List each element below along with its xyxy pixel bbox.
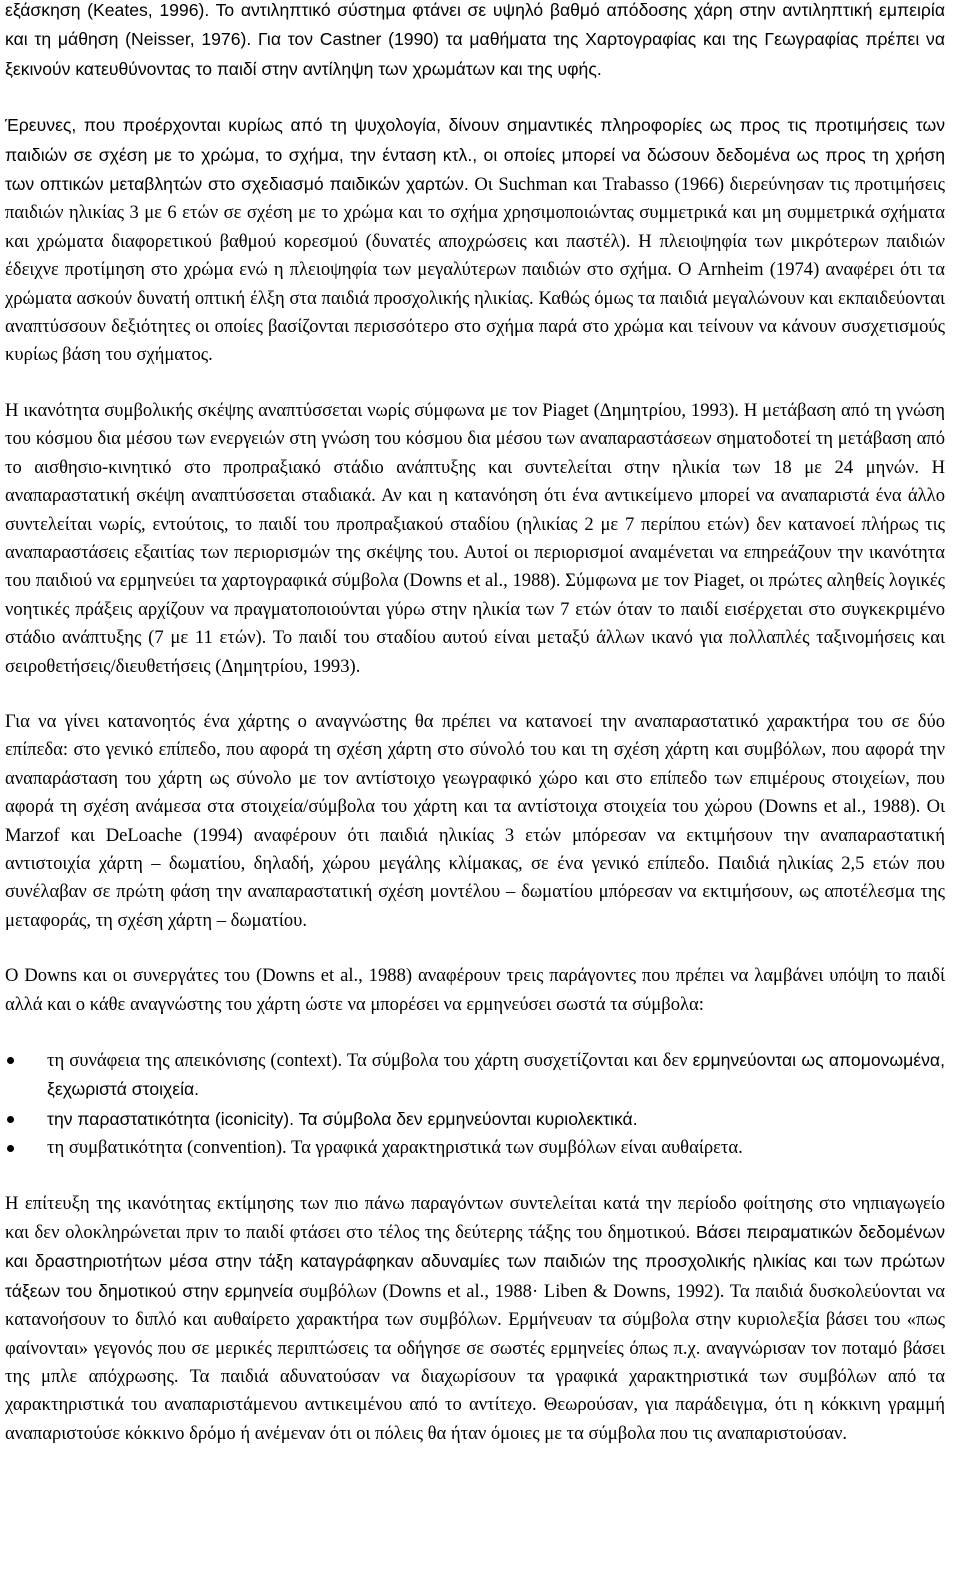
text-run: συμβόλων (Downs et al., 1988· Liben & Downs, 1992). Τα παιδιά δυσκολεύονται να κατανοήσουν το διπλό και αυθαίρετο χαρακτήρα των συμβόλων. Ερμήνευαν τα σύμβολα στην κυριολεξία βάσει του «πως φαίνονται» γεγονός που σε μερικές περιπτώσεις τα οδήγησε σε σωστές ερμηνείες όπως π.χ. αναγνώρισαν τον ποταμό βάσει της μπλε απόχρωσης. Τα παιδιά αδυνατούσαν να διαχωρίσουν τα γραφικά χαρακτηριστικά των συμβόλων από τα χαρακτηριστικά του αναπαριστάμενου αντικειμένου από το αντίτεχο. Θεωρούσαν, για παράδειγμα, ότι η κόκκινη γραμμή αναπαριστούσε κόκκινο δρόμο ή ανέμεναν ότι οι πόλεις θα ήταν όμοιες με τα σύμβολα που τις αναπαριστούσαν.: [5, 1280, 945, 1444]
text-run: Η ικανότητα συμβολικής σκέψης αναπτύσσεται νωρίς σύμφωνα με τον Piaget (Δημητρίου, 1993). Η μετάβαση από τη γνώση του κόσμου δια μέσου των ενεργειών στη γνώση του κόσμου δια μέσου των αναπαραστάσεων σηματοδοτεί τη μετάβαση από το αισθησιο-κινητικό στο προπραξιακό στάδιο ανάπτυξης και συντελείται στην ηλικία των 18 με 24 μηνών. Η αναπαραστατική σκέψη αναπτύσσεται σταδιακά. Αν και η κατανόηση ότι ένα αντικείμενο μπορεί να αναπαριστά ένα άλλο συντελείται νωρίς, εντούτοις, το παιδί του προπραξιακού σταδίου (ηλικίας 2 με 7 περίπου ετών) δεν κατανοεί πλήρως τις αναπαραστάσεις εξαιτίας των περιορισμών της σκέψης του. Αυτοί οι περιορισμοί αναμένεται να επηρεάζουν την ικανότητα του παιδιού να ερμηνεύει τα χαρτογραφικά σύμβολα (Downs et al., 1988). Σύμφωνα με τον Piaget, οι πρώτες αληθείς λογικές νοητικές πράξεις αρχίζουν να πραγματοποιούνται γύρω στην ηλικία των 7 ετών όταν το παιδί εισέρχεται στο συγκεκριμένο στάδιο ανάπτυξης (7 με 11 ετών). Το παιδί του σταδίου αυτού είναι μεταξύ άλλων ικανό για πολλαπλές ταξινομήσεις και σειροθετήσεις/διευθετήσεις (Δημητρίου, 1993).: [5, 399, 945, 677]
paragraph-2: [5, 111, 945, 370]
factor-list: [5, 1046, 945, 1163]
paragraph-4: [5, 708, 945, 935]
text-run: ερμηνεύονται ως απομονωμένα, ξεχωριστά στοιχεία.: [47, 1050, 945, 1100]
bullet-icon: [7, 1057, 14, 1064]
text-run: Ο Downs και οι συνεργάτες του (Downs et al., 1988) αναφέρουν τρεις παράγοντες που πρέπει να λαμβάνει υπόψη το παιδί αλλά και ο κάθε αναγνώστης του χάρτη ώστε να μπορέσει να ερμηνεύσει σωστά τα σύμβολα:: [5, 965, 945, 1015]
list-item: [5, 1105, 945, 1134]
bullet-icon: [7, 1116, 14, 1123]
text-run: Έρευνες, που προέρχονται κυρίως από τη ψυχολογία, δίνουν σημαντικές πληροφορίες ως προς τις προτιμήσεις των παιδιών σε σχέση με το χρώμα, το σχήμα, την ένταση κτλ., οι οποίες μπορεί να δώσουν δεδομένα ως προς τη χρήση των οπτικών μεταβλητών στο σχεδιασμό παιδικών χαρτών.: [5, 115, 945, 195]
text-run: Για να γίνει κατανοητός ένα χάρτης ο αναγνώστης θα πρέπει να κατανοεί την αναπαραστατικό χαρακτήρα του σε δύο επίπεδα: στο γενικό επίπεδο, που αφορά τη σχέση χάρτη στο σύνολό του και τη σχέση χάρτη και συμβόλων, που αφορά την αναπαράσταση του χάρτη ως σύνολο με τον αντίστοιχο γεωγραφικό χώρο και στο επίπεδο των επιμέρους στοιχείων, που αφορά τη σχέση ανάμεσα στα στοιχεία/σύμβολα του χάρτη και τα αντίστοιχα στοιχεία του χώρου (Downs et al., 1988). Οι Marzof και DeLoache (1994) αναφέρουν ότι παιδιά ηλικίας 3 ετών μπόρεσαν να εκτιμήσουν την αναπαραστατική αντιστοιχία χάρτη – δωματίου, δηλαδή, χώρου μεγάλης κλίμακας, σε ένα γενικό επίπεδο. Παιδιά ηλικίας 2,5 ετών που συνέλαβαν σε πρώτη φάση την αναπαραστατική σχέση μοντέλου – δωματίου μπόρεσαν να εκτιμήσουν, ως αποτέλεσμα της μεταφοράς, τη σχέση χάρτη – δωματίου.: [5, 710, 945, 931]
text-run: Οι Suchman και Trabasso (1966) διερεύνησαν τις προτιμήσεις παιδιών ηλικίας 3 με 6 ετών σε σχέση με το χρώμα και το σχήμα χρησιμοποιώντας συμμετρικά και μη συμμετρικά σχήματα και χρώματα διαφορετικού βαθμού κορεσμού (δυνατές αποχρώσεις και παστέλ). Η πλειοψηφία των μικρότερων παιδιών έδειχνε προτίμηση στο χρώμα ενώ η πλειοψηφία των μεγαλύτερων παιδιών στο σχήμα. Ο Arnheim (1974) αναφέρει ότι τα χρώματα ασκούν δυνατή οπτική έλξη στα παιδιά προσχολικής ηλικίας. Καθώς όμως τα παιδιά μεγαλώνουν και εκπαιδεύονται αναπτύσσουν δεξιότητες οι οποίες βασίζονται περισσότερο στο σχήμα παρά στο χρώμα και τείνουν να κάνουν συσχετισμούς κυρίως βάση του σχήματος.: [5, 174, 946, 366]
list-item: [5, 1134, 945, 1162]
list-item: [5, 1046, 945, 1105]
text-run: Η επίτευξη της ικανότητας εκτίμησης των πιο πάνω παραγόντων συντελείται κατά την περίοδο φοίτησης στο νηπιαγωγείο και δεν ολοκληρώνεται πριν το παιδί φτάσει στο τέλος της δεύτερης τάξης του δημοτικού.: [5, 1192, 945, 1244]
paragraph-5: [5, 962, 945, 1019]
text-run: την παραστατικότητα (iconicity). Τα σύμβολα δεν ερμηνεύονται κυριολεκτικά.: [47, 1108, 638, 1129]
paragraph-3: [5, 397, 945, 681]
text-run: τη συμβατικότητα (convention). Τα γραφικά χαρακτηριστικά των συμβόλων είναι αυθαίρετα.: [47, 1137, 743, 1159]
text-run: εξάσκηση (Keates, 1996). Το αντιληπτικό σύστημα φτάνει σε υψηλό βαθμό απόδοσης χάρη στην αντιληπτική εμπειρία και τη μάθηση (Neisser, 1976). Για τον Castner (1990) τα μαθήματα της Χαρτογραφίας και της Γεωγραφίας πρέπει να ξεκινούν κατευθύνοντας το παιδί στην αντίληψη των χρωμάτων και της υφής.: [5, 0, 945, 79]
paragraph-6: [5, 1190, 945, 1449]
document-page: [5, 0, 945, 1448]
text-run: τη συνάφεια της απεικόνισης (context). Τα σύμβολα του χάρτη συσχετίζονται και δεν: [47, 1050, 693, 1071]
bullet-icon: [7, 1145, 14, 1152]
text-run: Βάσει πειραματικών δεδομένων και δραστηριοτήτων μέσα στην τάξη καταγράφηκαν αδυναμίες των παιδιών της προσχολικής ηλικίας και των πρώτων τάξεων του δημοτικού στην ερμηνεία: [5, 1222, 945, 1301]
paragraph-1: [5, 0, 945, 84]
